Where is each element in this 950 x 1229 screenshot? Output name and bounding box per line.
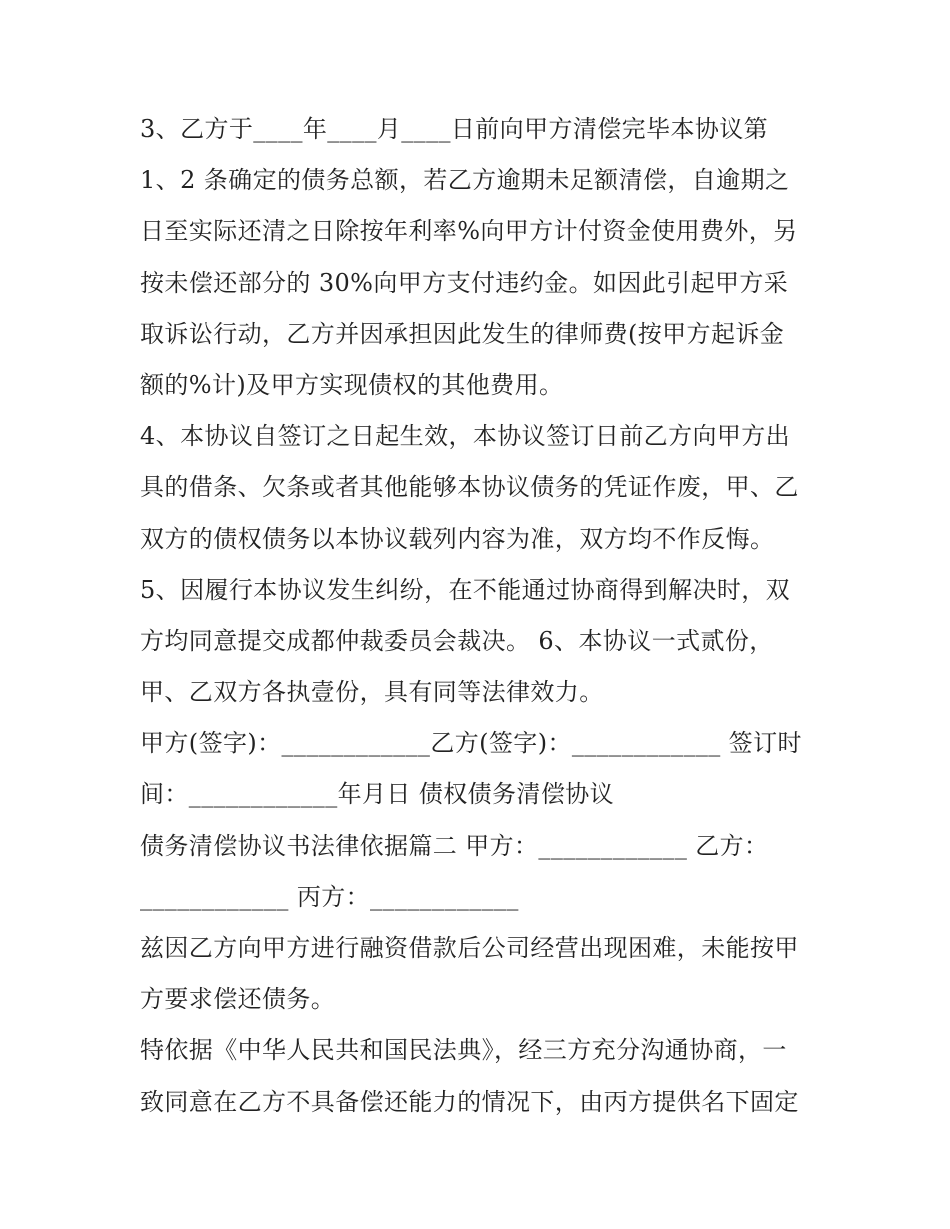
text-line: 额的%计)及甲方实现债权的其他费用。 <box>140 370 564 399</box>
text-line: 甲、乙双方各执壹份，具有同等法律效力。 <box>140 678 604 707</box>
text-line: 按未偿还部分的 30%向甲方支付违约金。如因此引起甲方采 <box>140 268 789 297</box>
text-line: 双方的债权债务以本协议载列内容为准，双方均不作反悔。 <box>140 524 775 553</box>
text-line: 致同意在乙方不具备偿还能力的情况下，由丙方提供名下固定 <box>140 1087 799 1116</box>
text-line: 具的借条、欠条或者其他能够本协议债务的凭证作废，甲、乙 <box>140 473 799 502</box>
text-line: 4、本协议自签订之日起生效，本协议签订日前乙方向甲方出 <box>140 422 791 451</box>
text-line: 1、2 条确定的债务总额，若乙方逾期未足额清偿，自逾期之 <box>140 166 790 195</box>
text-line: 方均同意提交成都仲裁委员会裁决。 6、本协议一式贰份， <box>140 626 774 655</box>
document-body <box>140 104 820 1128</box>
party-line: 债务清偿协议书法律依据篇二 甲方：____________ 乙方： <box>140 831 769 860</box>
signature-line: 甲方(签字)：____________乙方(签字)：____________ 签订时 <box>140 729 802 758</box>
text-line: 方要求偿还债务。 <box>140 985 336 1014</box>
text-line: 取诉讼行动，乙方并因承担因此发生的律师费(按甲方起诉金 <box>140 319 785 348</box>
text-line: 3、乙方于____年____月____日前向甲方清偿完毕本协议第 <box>140 115 769 143</box>
text-line: 日至实际还清之日除按年利率%向甲方计付资金使用费外，另 <box>140 217 798 246</box>
text-line: 特依据《中华人民共和国民法典》，经三方充分沟通协商，一 <box>140 1036 787 1065</box>
party-line: ____________ 丙方：____________ <box>140 882 519 911</box>
text-line: 兹因乙方向甲方进行融资借款后公司经营出现困难，未能按甲 <box>140 934 799 962</box>
text-line: 间：____________年月日 债权债务清偿协议 <box>140 780 615 809</box>
text-line: 5、因履行本协议发生纠纷，在不能通过协商得到解决时，双 <box>140 575 791 604</box>
